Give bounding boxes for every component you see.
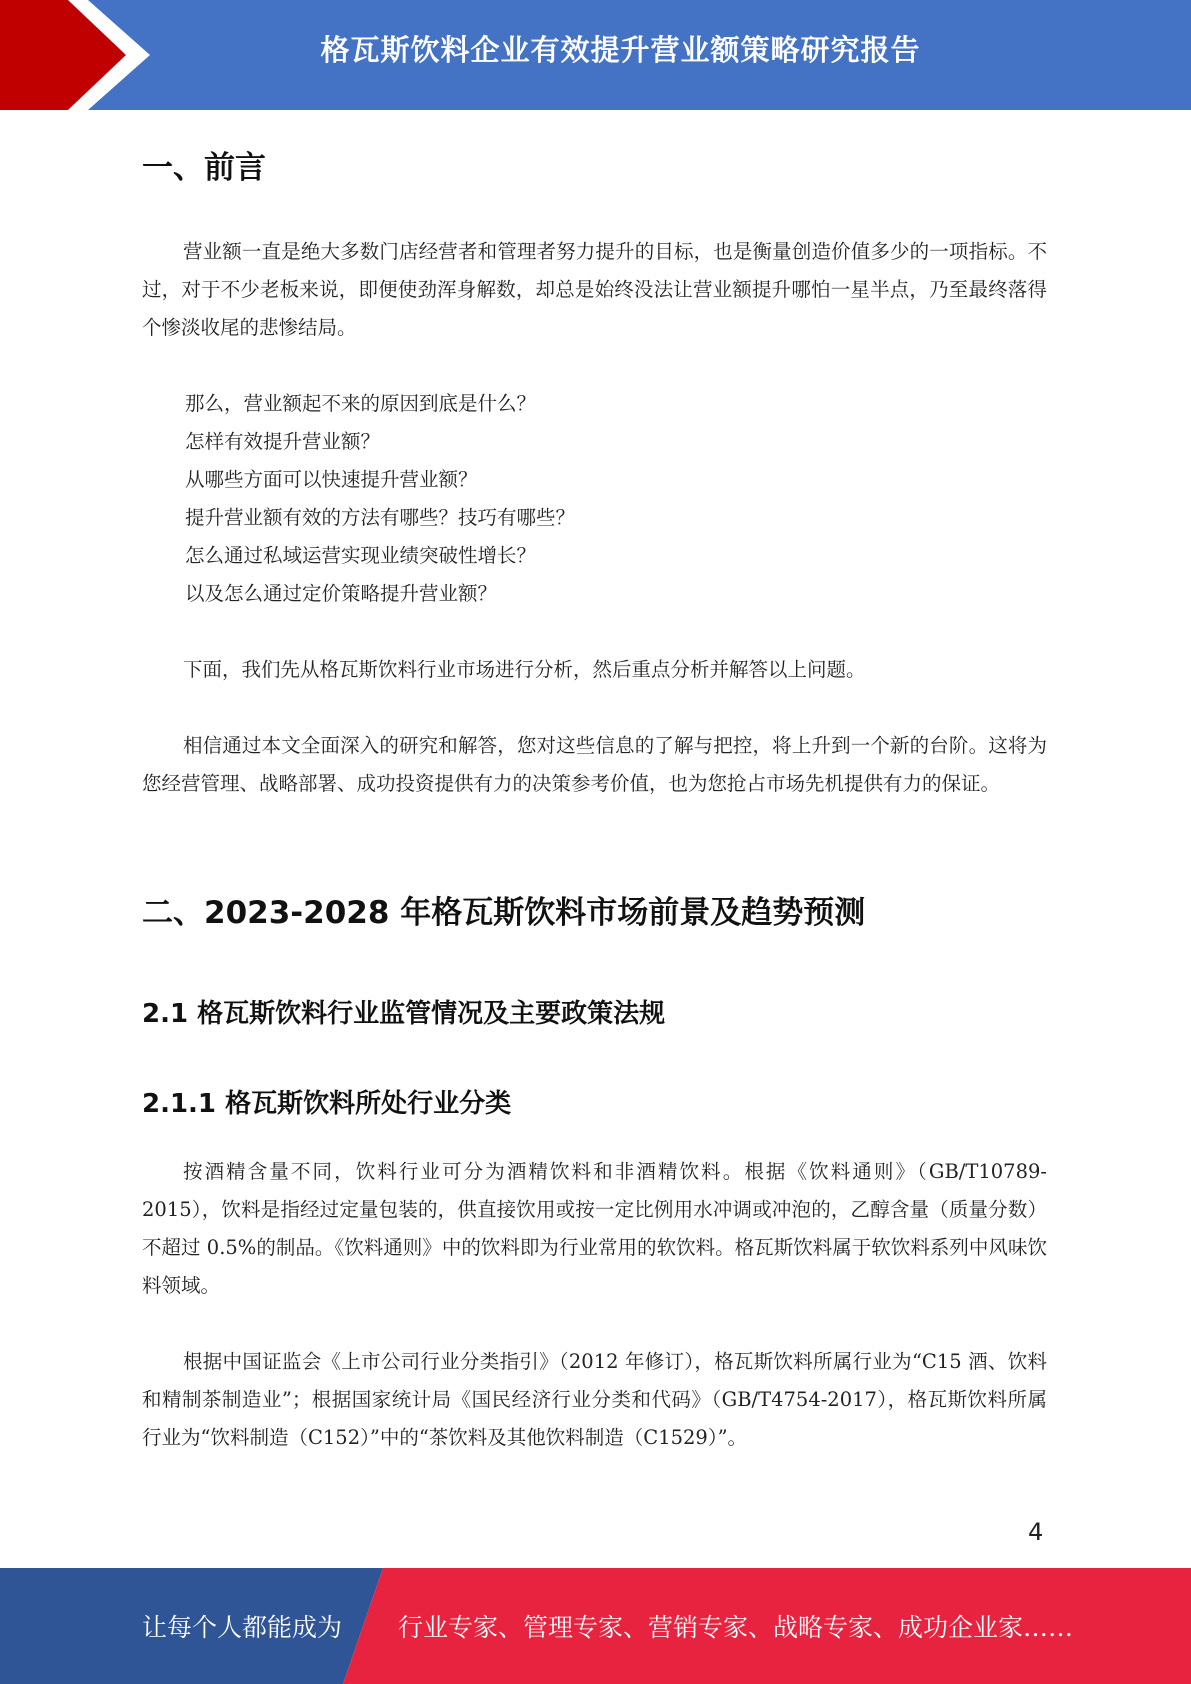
section-1-paragraph-3: 相信通过本文全面深入的研究和解答，您对这些信息的了解与把控，将上升到一个新的台阶。这将为您经营管理、战略部署、成功投资提供有力的决策参考价值，也为您抢占市场先机提供有力的保证。 <box>142 734 1047 795</box>
list-item: 那么，营业额起不来的原因到底是什么？ <box>185 392 537 415</box>
section-1-paragraph-2: 下面，我们先从格瓦斯饮料行业市场进行分析，然后重点分析并解答以上问题。 <box>183 658 866 681</box>
report-title: 格瓦斯饮料企业有效提升营业额策略研究报告 <box>320 33 921 67</box>
footer-slogan-left: 让每个人都能成为 <box>142 1613 343 1642</box>
section-1-paragraph-1: 营业额一直是绝大多数门店经营者和管理者努力提升的目标，也是衡量创造价值多少的一项指标。不过，对于不少老板来说，即便使劲浑身解数，却总是始终没法让营业额提升哪怕一星半点，乃至最终落得个惨淡收尾的悲惨结局。 <box>142 240 1047 339</box>
list-item: 怎样有效提升营业额？ <box>185 430 381 453</box>
page-header <box>0 0 1191 110</box>
footer-slogan-right: 行业专家、管理专家、营销专家、战略专家、成功企业家…… <box>398 1613 1074 1642</box>
list-item: 从哪些方面可以快速提升营业额？ <box>185 468 478 491</box>
section-2-1-1-paragraph-2: 根据中国证监会《上市公司行业分类指引》（2012 年修订），格瓦斯饮料所属行业为“C15 酒、饮料和精制茶制造业”；根据国家统计局《国民经济行业分类和代码》（GB/T4754-2017），格瓦斯饮料所属行业为“饮料制造（C152）”中的“茶饮料及其他饮料制造（C1529）”。 <box>142 1350 1047 1449</box>
list-item: 提升营业额有效的方法有哪些？技巧有哪些？ <box>185 506 576 529</box>
list-item: 怎么通过私域运营实现业绩突破性增长？ <box>185 544 537 567</box>
page-number: 4 <box>1028 1518 1044 1546</box>
list-item: 以及怎么通过定价策略提升营业额？ <box>185 582 498 605</box>
section-2-1-1-paragraph-1: 按酒精含量不同，饮料行业可分为酒精饮料和非酒精饮料。根据《饮料通则》（GB/T10789-2015），饮料是指经过定量包装的，供直接饮用或按一定比例用水冲调或冲泡的，乙醇含量（质量分数）不超过 0.5%的制品。《饮料通则》中的饮料即为行业常用的软饮料。格瓦斯饮料属于软饮料系列中风味饮料领域。 <box>142 1160 1047 1297</box>
page-footer <box>0 1568 1191 1684</box>
section-1-heading: 一、前言 <box>142 150 266 186</box>
section-2-1-heading: 2.1 格瓦斯饮料行业监管情况及主要政策法规 <box>142 999 666 1029</box>
section-2-1-1-heading: 2.1.1 格瓦斯饮料所处行业分类 <box>142 1089 512 1119</box>
section-2-heading: 二、2023-2028 年格瓦斯饮料市场前景及趋势预测 <box>142 895 866 931</box>
question-list <box>185 385 1045 613</box>
